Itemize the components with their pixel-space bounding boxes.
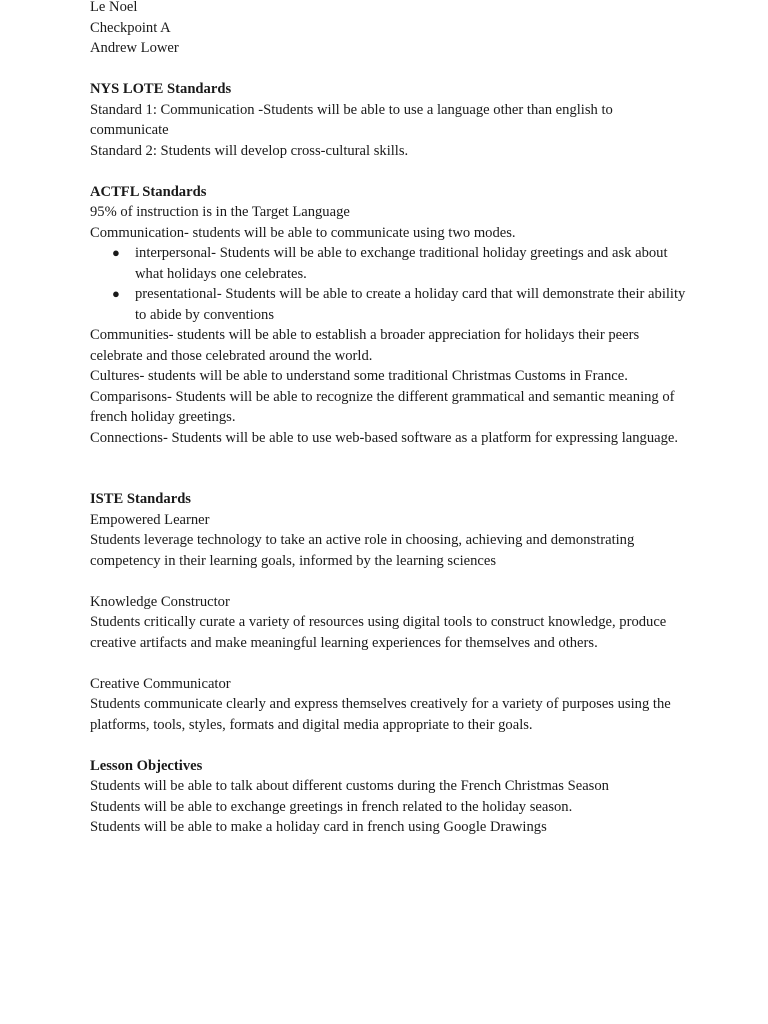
lesson-objectives-heading: Lesson Objectives bbox=[90, 757, 203, 774]
actfl-heading: ACTFL Standards bbox=[90, 183, 207, 200]
actfl-communities: Communities- students will be able to establish a broader appreciation for holidays their peers celebrate and those celebrated around the world. bbox=[90, 327, 640, 364]
nys-standard-2: Standard 2: Students will develop cross-cultural skills. bbox=[90, 142, 409, 159]
nys-lote-heading: NYS LOTE Standards bbox=[90, 81, 232, 97]
interpersonal-text: interpersonal- Students will be able to exchange traditional holiday greetings and ask about what holidays one celebrates. bbox=[135, 245, 668, 282]
presentational-text: presentational- Students will be able to create a holiday card that will demonstrate their ability to abide by conventions bbox=[135, 286, 686, 323]
bullet-icon: ● bbox=[112, 245, 120, 260]
objective-3: Students will be able to make a holiday card in french using Google Drawings bbox=[90, 819, 547, 835]
actfl-cultures: Cultures- students will be able to understand some traditional Christmas Customs in France. bbox=[90, 368, 628, 384]
actfl-connections: Connections- Students will be able to use web-based software as a platform for expressing language. bbox=[90, 429, 679, 446]
iste-empowered-learner-text: Students leverage technology to take an active role in choosing, achieving and demonstrating competency in their learning goals, informed by the learning sciences bbox=[90, 532, 635, 569]
document-title: Le Noel bbox=[90, 0, 138, 15]
checkpoint-label: Checkpoint A bbox=[90, 19, 171, 36]
actfl-section bbox=[90, 182, 690, 449]
communication-modes-list bbox=[90, 243, 690, 325]
iste-knowledge-constructor-text: Students critically curate a variety of resources using digital tools to construct knowledge, produce creative artifacts and make meaningful learning experiences for themselves and others. bbox=[90, 614, 667, 651]
lesson-objectives-section bbox=[90, 756, 690, 838]
nys-lote-section bbox=[90, 79, 690, 161]
actfl-comparisons: Comparisons- Students will be able to recognize the different grammatical and semantic meaning of french holiday greetings. bbox=[90, 388, 675, 425]
iste-empowered-learner-title: Empowered Learner bbox=[90, 511, 210, 528]
objective-2: Students will be able to exchange greetings in french related to the holiday season. bbox=[90, 798, 573, 815]
author-name: Andrew Lower bbox=[90, 40, 179, 56]
actfl-communication: Communication- students will be able to communicate using two modes. bbox=[90, 224, 516, 241]
iste-section bbox=[90, 489, 690, 735]
iste-knowledge-constructor-title: Knowledge Constructor bbox=[90, 593, 230, 610]
actfl-intro: 95% of instruction is in the Target Language bbox=[90, 204, 350, 220]
list-item bbox=[112, 284, 690, 325]
bullet-icon: ● bbox=[112, 286, 120, 301]
objective-1: Students will be able to talk about different customs during the French Christmas Season bbox=[90, 778, 609, 794]
iste-heading: ISTE Standards bbox=[90, 491, 191, 507]
document-page bbox=[90, 0, 690, 838]
nys-standard-1: Standard 1: Communication -Students will be able to use a language other than english to communicate bbox=[90, 101, 613, 138]
iste-creative-communicator-title: Creative Communicator bbox=[90, 675, 231, 692]
iste-creative-communicator-text: Students communicate clearly and express themselves creatively for a variety of purposes using the platforms, tools, styles, formats and digital media appropriate to their goals. bbox=[90, 696, 671, 733]
list-item bbox=[112, 243, 690, 284]
